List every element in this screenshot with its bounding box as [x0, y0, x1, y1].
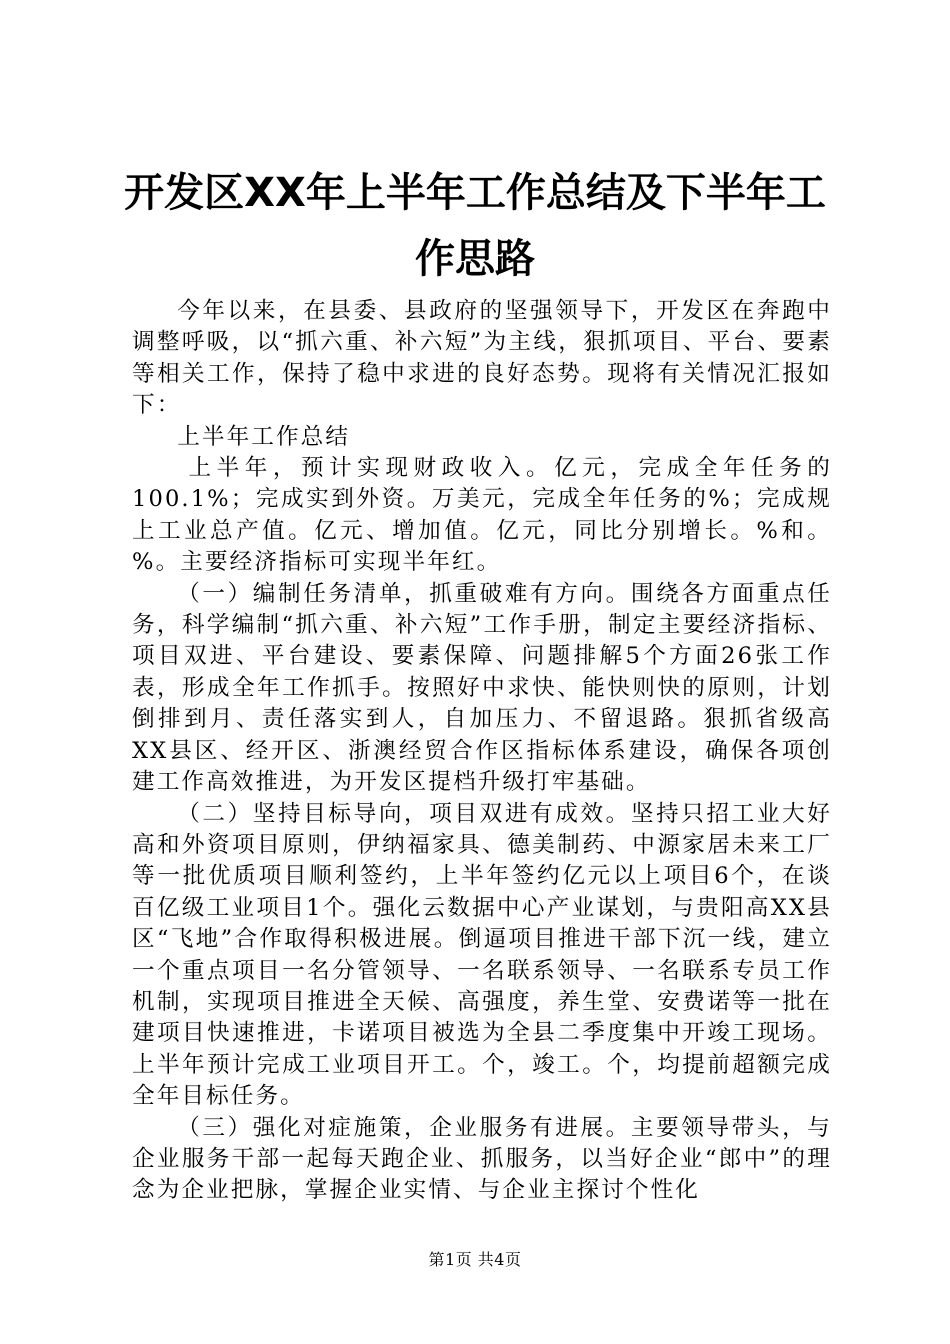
document-body: [132, 296, 832, 1207]
summary-paragraph: 上半年，预计实现财政收入。亿元，完成全年任务的100.1%；完成实到外资。万美元，完成全年任务的%；完成规上工业总产值。亿元、增加值。亿元，同比分别增长。%和。%。主要经济指标可实现半年红。: [132, 455, 832, 576]
section-1-paragraph: （一）编制任务清单，抓重破难有方向。围绕各方面重点任务，科学编制“抓六重、补六短”工作手册，制定主要经济指标、项目双进、平台建设、要素保障、问题排解5个方面26张工作表，形成全年工作抓手。按照好中求快、能快则快的原则，计划倒排到月、责任落实到人，自加压力、不留退路。狠抓省级高XX县区、经开区、浙澳经贸合作区指标体系建设，确保各项创建工作高效推进，为开发区提档升级打牢基础。: [132, 580, 832, 796]
intro-paragraph: 今年以来，在县委、县政府的坚强领导下，开发区在奔跑中调整呼吸，以“抓六重、补六短”为主线，狠抓项目、平台、要素等相关工作，保持了稳中求进的良好态势。现将有关情况汇报如下：: [132, 298, 832, 419]
document-title: 开发区XX年上半年工作总结及下半年工作思路: [124, 170, 826, 282]
section-heading: 上半年工作总结: [177, 423, 351, 450]
section-2-paragraph: （二）坚持目标导向，项目双进有成效。坚持只招工业大好高和外资项目原则，伊纳福家具、德美制药、中源家居未来工厂等一批优质项目顺利签约，上半年签约亿元以上项目6个，在谈百亿级工业项目1个。强化云数据中心产业谋划，与贵阳高XX县区“飞地”合作取得积极进展。倒逼项目推进干部下沉一线，建立一个重点项目一名分管领导、一名联系领导、一名联系专员工作机制，实现项目推进全天候、高强度，养生堂、安费诺等一批在建项目快速推进，卡诺项目被选为全县二季度集中开竣工现场。上半年预计完成工业项目开工。个，竣工。个，均提前超额完成全年目标任务。: [132, 800, 832, 1110]
section-3-paragraph: （三）强化对症施策，企业服务有进展。主要领导带头，与企业服务干部一起每天跑企业、抓服务，以当好企业“郎中”的理念为企业把脉，掌握企业实情、与企业主探讨个性化: [132, 1114, 832, 1204]
page-number-footer: 第1页 共4页: [428, 1250, 522, 1269]
